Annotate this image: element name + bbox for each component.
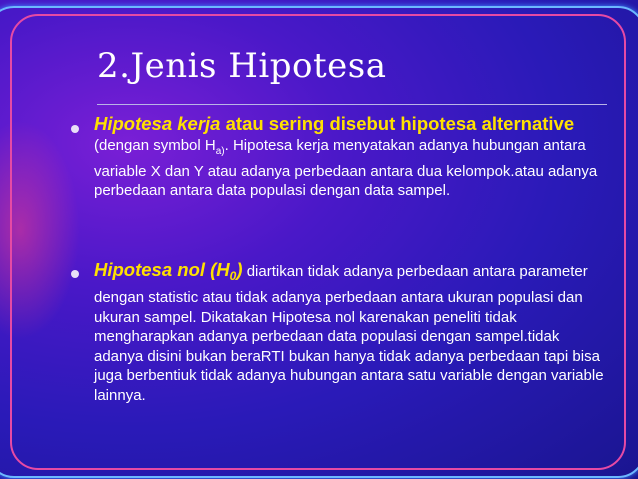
term-hipotesa-nol-close: ) — [236, 259, 243, 280]
bullet-point-hipotesa-kerja — [94, 112, 609, 201]
term-hipotesa-kerja: Hipotesa kerja — [94, 113, 221, 134]
bullet-point-hipotesa-nol — [94, 258, 609, 405]
symbol-text: (dengan symbol H — [94, 137, 216, 154]
bullet-dot-icon — [71, 125, 79, 133]
background-glow — [0, 120, 80, 340]
hipotesa-nol-description: diartikan tidak adanya perbedaan antara parameter dengan statistic atau tidak adanya perbedaan antara ukuran populasi dan ukuran sampel. Dikatakan Hipotesa nol karenakan peneliti tidak mengharapkan adanya perbedaan data populasi dengan sampel.tidak adanya disini bukan beraRTI bukan hanya tidak adanya perbedaan tapi bisa juga berbentiuk tidak adanya hubungan antara satu variable dengan variable lainnya. — [94, 263, 604, 404]
slide-title: 2.Jenis Hipotesa — [97, 46, 387, 86]
term-hipotesa-nol: Hipotesa nol (H — [94, 259, 230, 280]
term-hipotesa-kerja-rest: atau sering disebut hipotesa alternative — [220, 113, 575, 134]
hipotesa-kerja-description: . Hipotesa kerja menyatakan adanya hubungan antara variable X dan Y atau adanya perbedaan antara dua kelompok.atau adanya perbedaan antara data populasi dengan data sampel. — [94, 137, 598, 199]
term-hipotesa-nol-subscript: 0 — [229, 269, 237, 283]
bullet-dot-icon — [71, 270, 79, 278]
title-divider — [97, 104, 607, 105]
symbol-subscript: a) — [215, 146, 225, 157]
